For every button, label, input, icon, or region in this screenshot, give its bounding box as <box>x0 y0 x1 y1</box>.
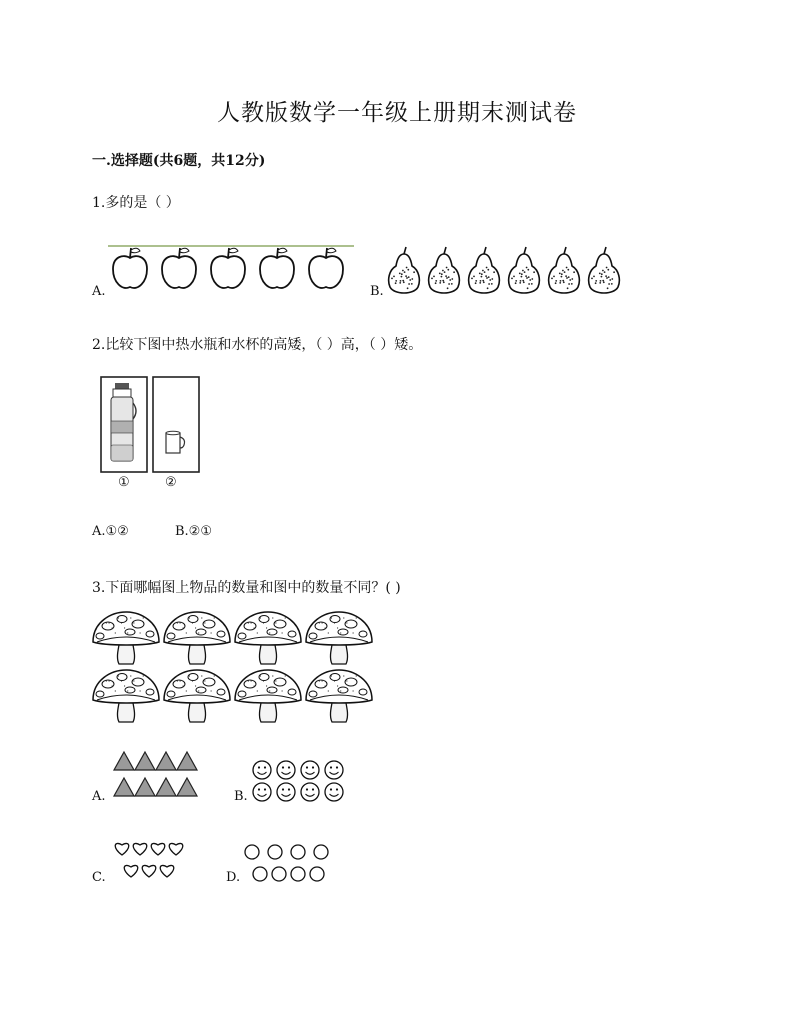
circle-icon <box>314 845 328 859</box>
heart-group-image <box>112 838 192 884</box>
mushroom-icon <box>235 612 301 664</box>
page-title: 人教版数学一年级上册期末测试卷 <box>217 100 577 126</box>
mushroom-icon <box>164 612 230 664</box>
mushroom-icon <box>93 612 159 664</box>
pear-icon <box>469 247 500 293</box>
smiley-group-image <box>252 760 348 804</box>
circle-icon <box>291 867 305 881</box>
q1-option-a-label[interactable]: A. <box>92 284 106 299</box>
heart-icon <box>151 843 165 855</box>
triangle-icon <box>156 752 176 770</box>
triangle-icon <box>156 778 176 796</box>
triangle-icon <box>177 752 197 770</box>
smiley-icon <box>253 783 271 801</box>
apple-row-image <box>108 242 354 296</box>
question-1-stem: 1.多的是（ ） <box>92 195 180 211</box>
smiley-icon <box>325 783 343 801</box>
circle-icon <box>310 867 324 881</box>
mushroom-grid-image <box>90 606 380 722</box>
pear-icon <box>389 247 420 293</box>
heart-icon <box>133 843 147 855</box>
circle-group-image <box>244 844 334 886</box>
pear-icon <box>429 247 460 293</box>
q3-option-b-label[interactable]: B. <box>234 789 248 804</box>
triangle-icon <box>135 778 155 796</box>
q2-option-b[interactable]: B.②① <box>175 524 212 539</box>
triangle-icon <box>135 752 155 770</box>
mushroom-icon <box>306 612 372 664</box>
q3-option-c-label[interactable]: C. <box>92 870 106 885</box>
thermos-number-label: ① <box>118 475 130 490</box>
thermos-cup-image <box>98 375 204 475</box>
smiley-icon <box>325 761 343 779</box>
heart-icon <box>169 843 183 855</box>
triangle-icon <box>114 778 134 796</box>
q1-option-b-label[interactable]: B. <box>370 284 384 299</box>
circle-icon <box>291 845 305 859</box>
section-heading: 一.选择题(共6题，共12分) <box>92 153 266 169</box>
heart-icon <box>160 865 174 877</box>
triangle-icon <box>177 778 197 796</box>
heart-icon <box>142 865 156 877</box>
pear-icon <box>509 247 540 293</box>
pear-icon <box>549 247 580 293</box>
heart-icon <box>124 865 138 877</box>
q3-option-d-label[interactable]: D. <box>226 870 241 885</box>
q3-option-a-label[interactable]: A. <box>92 789 106 804</box>
mushroom-icon <box>164 670 230 722</box>
mushroom-icon <box>235 670 301 722</box>
question-2-stem: 2.比较下图中热水瓶和水杯的高矮，（ ）高，（ ）矮。 <box>92 337 423 353</box>
q2-option-a[interactable]: A.①② <box>92 524 129 539</box>
smiley-icon <box>253 761 271 779</box>
mushroom-icon <box>306 670 372 722</box>
circle-icon <box>245 845 259 859</box>
question-3-stem: 3.下面哪幅图上物品的数量和图中的数量不同？( ) <box>92 580 401 596</box>
pear-icon <box>589 247 620 293</box>
triangle-group-image <box>112 750 202 802</box>
triangle-icon <box>114 752 134 770</box>
smiley-icon <box>277 761 295 779</box>
circle-icon <box>253 867 267 881</box>
pear-row-image <box>384 244 630 298</box>
mushroom-icon <box>93 670 159 722</box>
smiley-icon <box>301 761 319 779</box>
circle-icon <box>272 867 286 881</box>
smiley-icon <box>277 783 295 801</box>
circle-icon <box>268 845 282 859</box>
heart-icon <box>115 843 129 855</box>
smiley-icon <box>301 783 319 801</box>
cup-number-label: ② <box>165 475 177 490</box>
